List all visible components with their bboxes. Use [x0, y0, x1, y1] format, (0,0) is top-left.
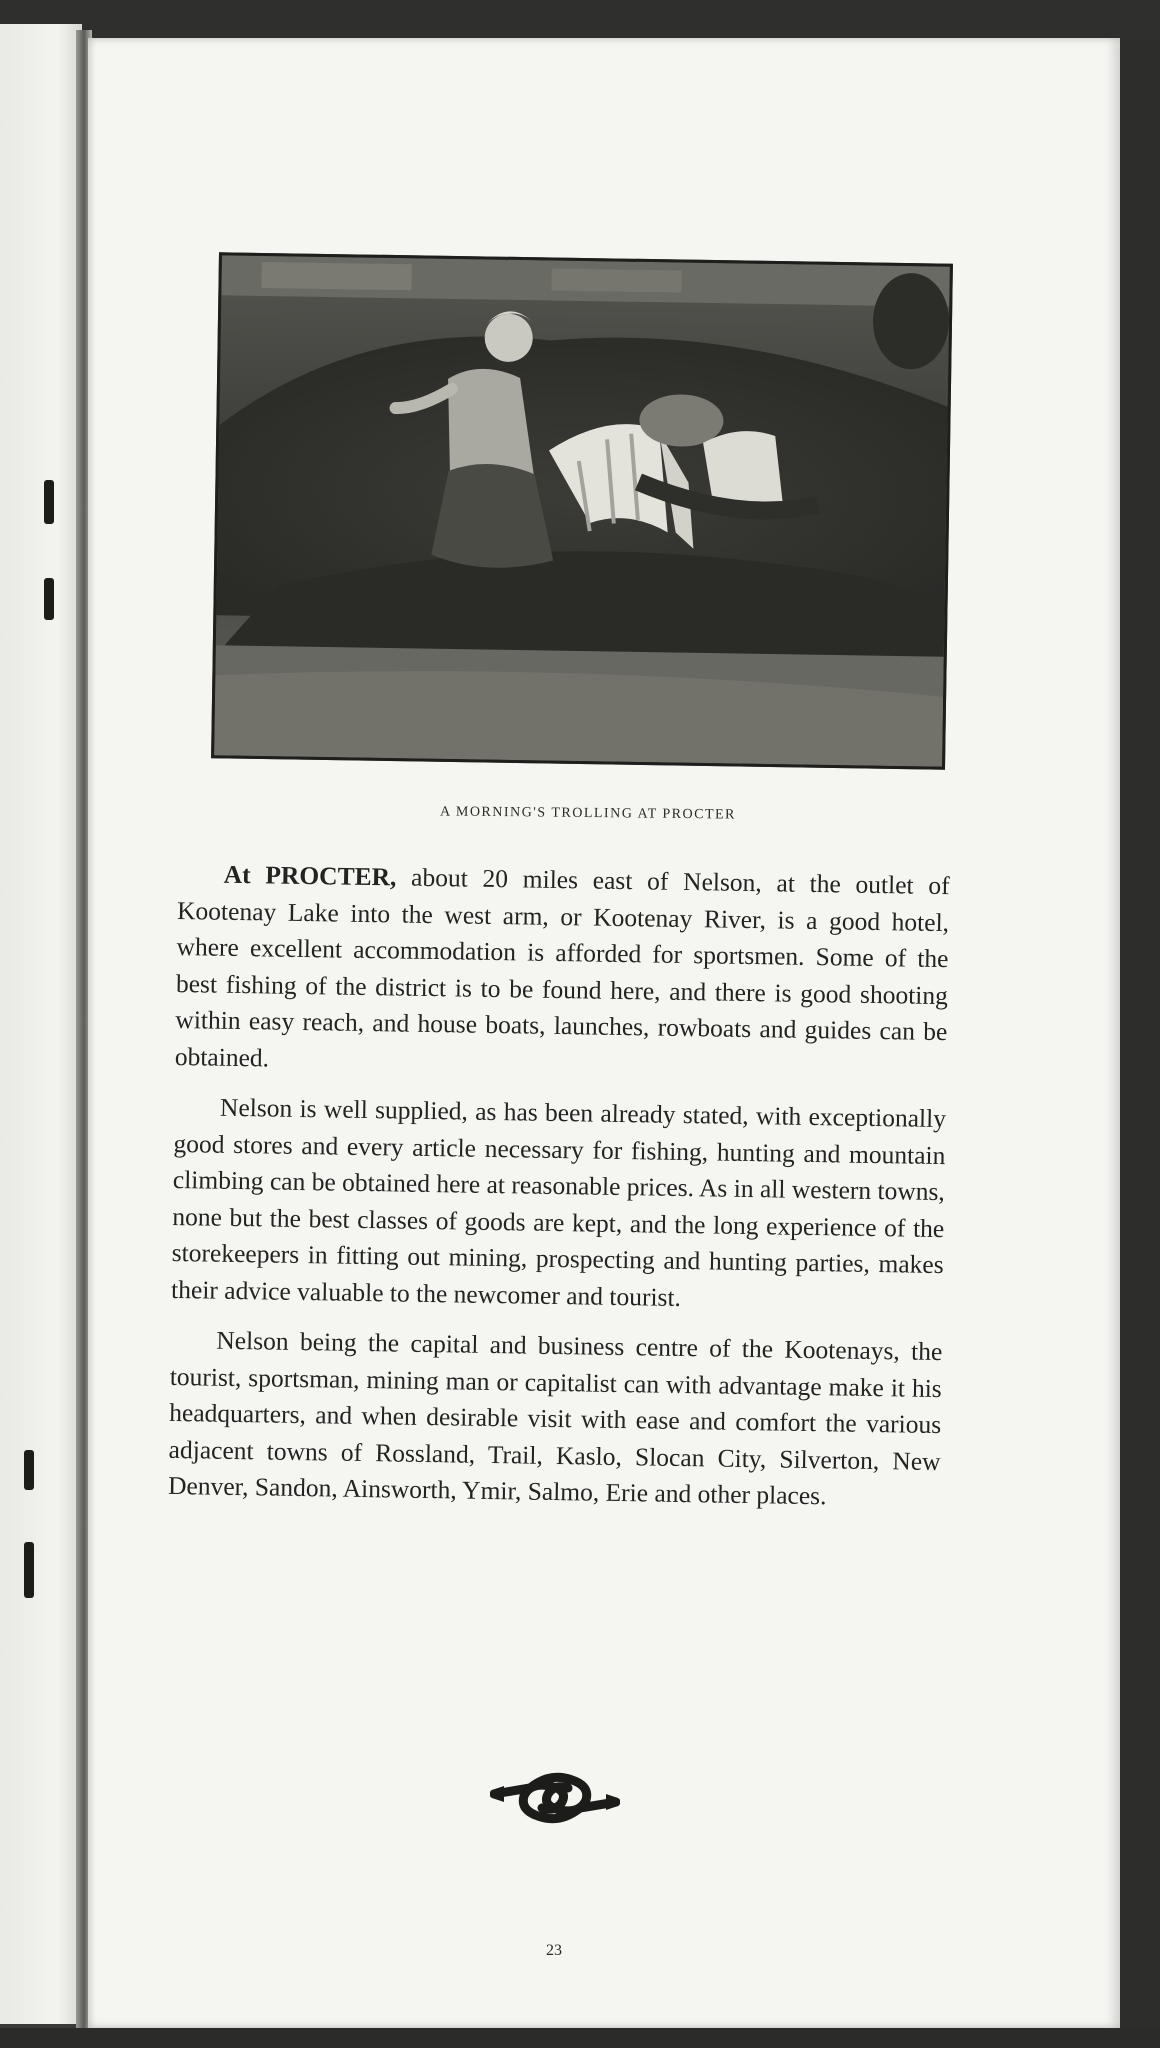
facing-page-edge — [0, 24, 82, 2024]
halftone-photograph — [211, 252, 953, 769]
paragraph-nelson-capital: Nelson being the capital and business centre of the Kootenays, the tourist, sportsman, mining man or capitalist can with advantage make it his headquarters, and when desirable visit with ease and comfort the various adjacent towns of Rossland, Trail, Kaslo, Slocan City, Silverton, New Denver, Sandon, Ainsworth, Ymir, Salmo, Erie and other places. — [167, 1325, 943, 1511]
paragraph-nelson-supplies: Nelson is well supplied, as has been already stated, with exceptionally good stores and every article necessary for fishing, hunting and mountain climbing can be obtained here at reasonable prices. As in all western towns, none but the best classes of goods are kept, and the long experience of the storekeepers in fitting out mining, prospecting and hunting parties, makes their advice valuable to the newcomer and tourist. — [170, 1092, 947, 1312]
binding-staple — [24, 1450, 34, 1490]
knot-ornament-icon — [490, 1766, 620, 1836]
binding-staple — [44, 480, 54, 524]
binding-staple — [24, 1542, 34, 1598]
paragraph-procter — [175, 856, 950, 1087]
scan-background-bottom — [0, 2028, 1160, 2048]
photo-caption: A MORNING'S TROLLING AT PROCTER — [439, 804, 737, 823]
body-text — [168, 856, 950, 1531]
paragraph-lead: At PROCTER, — [223, 859, 397, 892]
binding-staple — [44, 578, 54, 620]
scan-background-right — [1118, 40, 1160, 2048]
book-page — [88, 38, 1120, 2028]
scan-background-top — [0, 0, 1160, 40]
paragraph-body: about 20 miles east of Nelson, at the outlet of Kootenay Lake into the west arm, or Kootenay River, is a good hotel, where excellent accommodation is afforded for sportsmen. Some of the best fishing of the district is to be found here, and there is good shooting within easy reach, and house boats, launches, rowboats and guides can be obtained. — [174, 862, 950, 1072]
page-number: 23 — [546, 1942, 562, 1959]
